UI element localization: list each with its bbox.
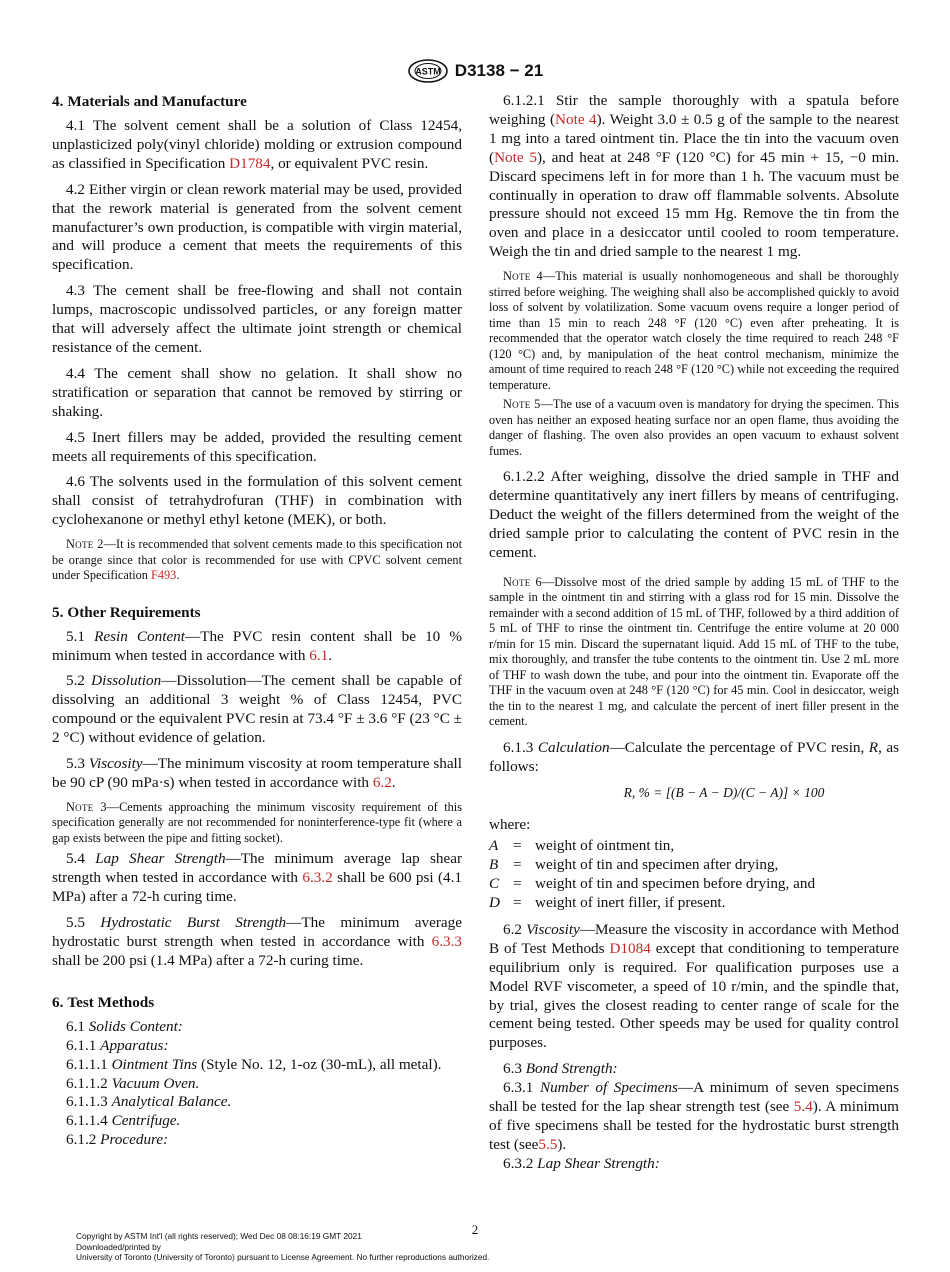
- para-6-2: 6.2 Viscosity—Measure the viscosity in accordance with Method B of Test Methods D1084 except that conditioning to temperature equilibrium only is required. For qualification purposes use a Model RVF viscometer, a speed of 10 r/min, and the spindle that, by trial, gives the closest reading to center range of scale for the cement being tested. Other speeds may be used for quality control purposes.: [489, 920, 900, 1052]
- note-5: Note 5—The use of a vacuum oven is mandatory for drying the specimen. This oven has neither an exposed heating surface nor an open flame, thus avoiding the danger of flashing. The oven also provides an open vacuum to exhaust solvent fumes.: [489, 397, 899, 458]
- section-6-heading: 6. Test Methods: [52, 993, 155, 1011]
- resin-formula: R, % = [(B − A − D)/(C − A)] × 100: [623, 784, 825, 800]
- ref-6-1-link[interactable]: 6.1: [309, 646, 329, 664]
- ref-6-3-3-link[interactable]: 6.3.3: [431, 933, 462, 950]
- definition-row: A = weight of ointment tin,: [489, 837, 675, 855]
- para-6-1-3: 6.1.3 Calculation—Calculate the percentage of PVC resin, R, as follows:: [489, 738, 900, 775]
- ref-6-3-2-link[interactable]: 6.3.2: [302, 869, 333, 887]
- para-6-1-1-4: 6.1.1.4 Centrifuge.: [66, 1112, 181, 1130]
- variable-definitions: [489, 837, 899, 913]
- ref-6-2-link[interactable]: 6.2: [372, 773, 392, 791]
- para-6-1-1-1: 6.1.1.1 Ointment Tins (Style No. 12, 1-oz (30-mL), all metal).: [66, 1055, 442, 1073]
- ref-5-4-link[interactable]: 5.4: [793, 1098, 813, 1116]
- para-6-1-2: 6.1.2 Procedure:: [66, 1131, 169, 1149]
- page-header: [0, 58, 950, 84]
- para-5-3: 5.3 Viscosity—The minimum viscosity at room temperature shall be 90 cP (90 mPa·s) when tested in accordance with 6.2.: [52, 755, 463, 791]
- section-5-heading: 5. Other Requirements: [52, 603, 201, 621]
- para-5-5: 5.5 Hydrostatic Burst Strength—The minimum average hydrostatic burst strength when tested in accordance with 6.3.3 shall be 200 psi (1.4 MPa) after a 72-h curing time.: [52, 914, 463, 969]
- para-4-1: 4.1 The solvent cement shall be a solution of Class 12454, unplasticized poly(vinyl chloride) molding or extrusion compound as classified in Specification D1784, or equivalent PVC resin.: [52, 117, 462, 172]
- ref-d1084-link[interactable]: D1084: [609, 939, 651, 957]
- para-6-1-1-2: 6.1.1.2 Vacuum Oven.: [66, 1074, 200, 1092]
- para-6-3-1: 6.3.1 Number of Specimens—A minimum of seven specimens shall be tested for the lap shear strength test (see 5.4). A minimum of five specimens shall be tested for the hydrostatic burst strength test (see5.5).: [489, 1079, 899, 1153]
- ref-5-5-link[interactable]: 5.5: [538, 1135, 558, 1153]
- where-label: where:: [489, 816, 531, 834]
- designation: D3138 − 21: [454, 61, 544, 80]
- ref-note-4-link[interactable]: Note 4: [555, 110, 597, 128]
- footer-line-2: Downloaded/printed by: [76, 1241, 161, 1252]
- para-5-1: 5.1 Resin Content—The PVC resin content shall be 10 % minimum when tested in accordance with 6.1.: [52, 627, 462, 664]
- para-6-1-1-3: 6.1.1.3 Analytical Balance.: [66, 1093, 232, 1111]
- definition-row: D = weight of inert filler, if present.: [489, 894, 726, 912]
- para-6-3: 6.3 Bond Strength:: [503, 1060, 618, 1078]
- para-4-5: 4.5 Inert fillers may be added, provided the resulting cement meets all requirements of this specification.: [52, 428, 462, 465]
- para-6-1: 6.1 Solids Content:: [66, 1017, 183, 1035]
- note-2: Note 2—It is recommended that solvent cements made to this specification not be orange since that color is recommended for use with CPVC solvent cement under Specification F493.: [52, 537, 462, 583]
- page-number: 2: [471, 1222, 479, 1237]
- para-4-6: 4.6 The solvents used in the formulation of this solvent cement shall consist of tetrahydrofuran (THF) in combination with cyclohexanone or methyl ethyl ketone (MEK), or both.: [52, 473, 462, 529]
- para-4-3: 4.3 The cement shall be free-flowing and shall not contain lumps, macroscopic undissolved particles, or any foreign matter that will adversely affect the ultimate joint strength or chemical resistance of the cement.: [52, 282, 462, 356]
- copyright-footer: [76, 1231, 489, 1263]
- para-5-4: 5.4 Lap Shear Strength—The minimum average lap shear strength when tested in accordance with 6.3.2 shall be 600 psi (4.1 MPa) after a 72-h curing time.: [52, 850, 462, 906]
- note-3: Note 3—Cements approaching the minimum viscosity requirement of this specification generally are not recommended for noninterference-type fit (where a gap exists between the pipe and fitting socket).: [52, 799, 462, 845]
- astm-logo-icon: [407, 58, 449, 84]
- note-4: Note 4—This material is usually nonhomogeneous and shall be thoroughly stirred before weighing. The weighing shall also be accomplished quickly to avoid loss of solvent by volatilization. Some vacuum ovens require a longer period of time than 15 min to reach 248 °F (120 °C) even after preheating. It is recommended that the operator watch closely the time required to reach 248 °F (120 °C) and, by manipulation of the heat control mechanism, minimize the amount of time required to reach 248 °F (120 °C) while not exceeding the required temperature.: [489, 269, 899, 392]
- ref-d1784-link[interactable]: D1784: [229, 154, 271, 172]
- para-4-2: 4.2 Either virgin or clean rework material may be used, provided that the rework material is generated from the solvent cement manufacturer’s own production, is compatible with virgin material, and will produce a cement that meets the requirements of this specification.: [52, 180, 462, 274]
- ref-note-5-link[interactable]: Note 5: [494, 148, 537, 166]
- definition-row: B = weight of tin and specimen after drying,: [489, 856, 779, 874]
- para-6-1-1: 6.1.1 Apparatus:: [66, 1036, 169, 1054]
- footer-line-1: Copyright by ASTM Int'l (all rights reserved); Wed Dec 08 08:16:19 GMT 2021: [76, 1231, 362, 1241]
- para-6-1-2-1: 6.1.2.1 Stir the sample thoroughly with a spatula before weighing (Note 4). Weight 3.0 ± 0.5 g of the sample to the nearest 1 mg into a tared ointment tin. Place the tin into the vacuum oven (Note 5), and heat at 248 °F (120 °C) for 45 min + 15, −0 min. Discard specimens left in for more than 1 h. The vacuum must be continually in operation to draw off flammable solvents. Absolute pressure should not exceed 15 mm Hg. Remove the tin from the oven and place in a desiccator until cooled to room temperature. Weigh the tin and dried sample to the nearest 1 mg.: [489, 92, 899, 261]
- definition-row: C = weight of tin and specimen before drying, and: [489, 875, 816, 893]
- right-column: [489, 92, 899, 1174]
- left-column: [52, 92, 462, 1150]
- para-6-3-2: 6.3.2 Lap Shear Strength:: [503, 1154, 660, 1172]
- ref-f493-link[interactable]: F493: [151, 568, 177, 583]
- note-6: Note 6—Dissolve most of the dried sample by adding 15 mL of THF to the sample in the ointment tin and stirring with a glass rod for 15 min. Dissolve the remainder with a second addition of 15 mL of THF, followed by a third addition of 5 mL of THF to rinse the ointment tin. Centrifuge the entire volume at 20 000 r/min for 15 min. Discard the supernatant liquid. Add 15 mL of THF to the tube, mix thoroughly, and transfer the tube contents to the ointment tin. Use 2 mL more of THF to wash down the tube, and pour into the ointment tin. Evaporate off the THF in the vacuum oven at 248 °F (120 °C) for 45 min. Cool in desiccator, weigh the tin to the nearest 1 mg, and calculate the percent of inert filler present in the cement.: [489, 574, 899, 729]
- section-4-heading: 4. Materials and Manufacture: [52, 93, 247, 110]
- para-6-1-2-2: 6.1.2.2 After weighing, dissolve the dried sample in THF and determine quantitatively any inert fillers by means of centrifuging. Deduct the weight of the fillers determined from the weight of the dried sample prior to calculating the content of PVC resin in the cement.: [489, 468, 899, 561]
- astm-logo-text: ASTM: [415, 66, 441, 77]
- para-5-2: 5.2 Dissolution—Dissolution—The cement shall be capable of dissolving an additional 3 weight % of Class 12454, PVC compound or the equivalent PVC resin at 73.4 °F ± 3.6 °F (23 °C ± 2 °C) without evidence of gelation.: [52, 672, 463, 747]
- para-4-4: 4.4 The cement shall show no gelation. It shall show no stratification or separation that cannot be removed by stirring or shaking.: [52, 364, 462, 420]
- footer-line-3: University of Toronto (University of Toronto) pursuant to License Agreement. No further reproductions authorized.: [76, 1252, 490, 1262]
